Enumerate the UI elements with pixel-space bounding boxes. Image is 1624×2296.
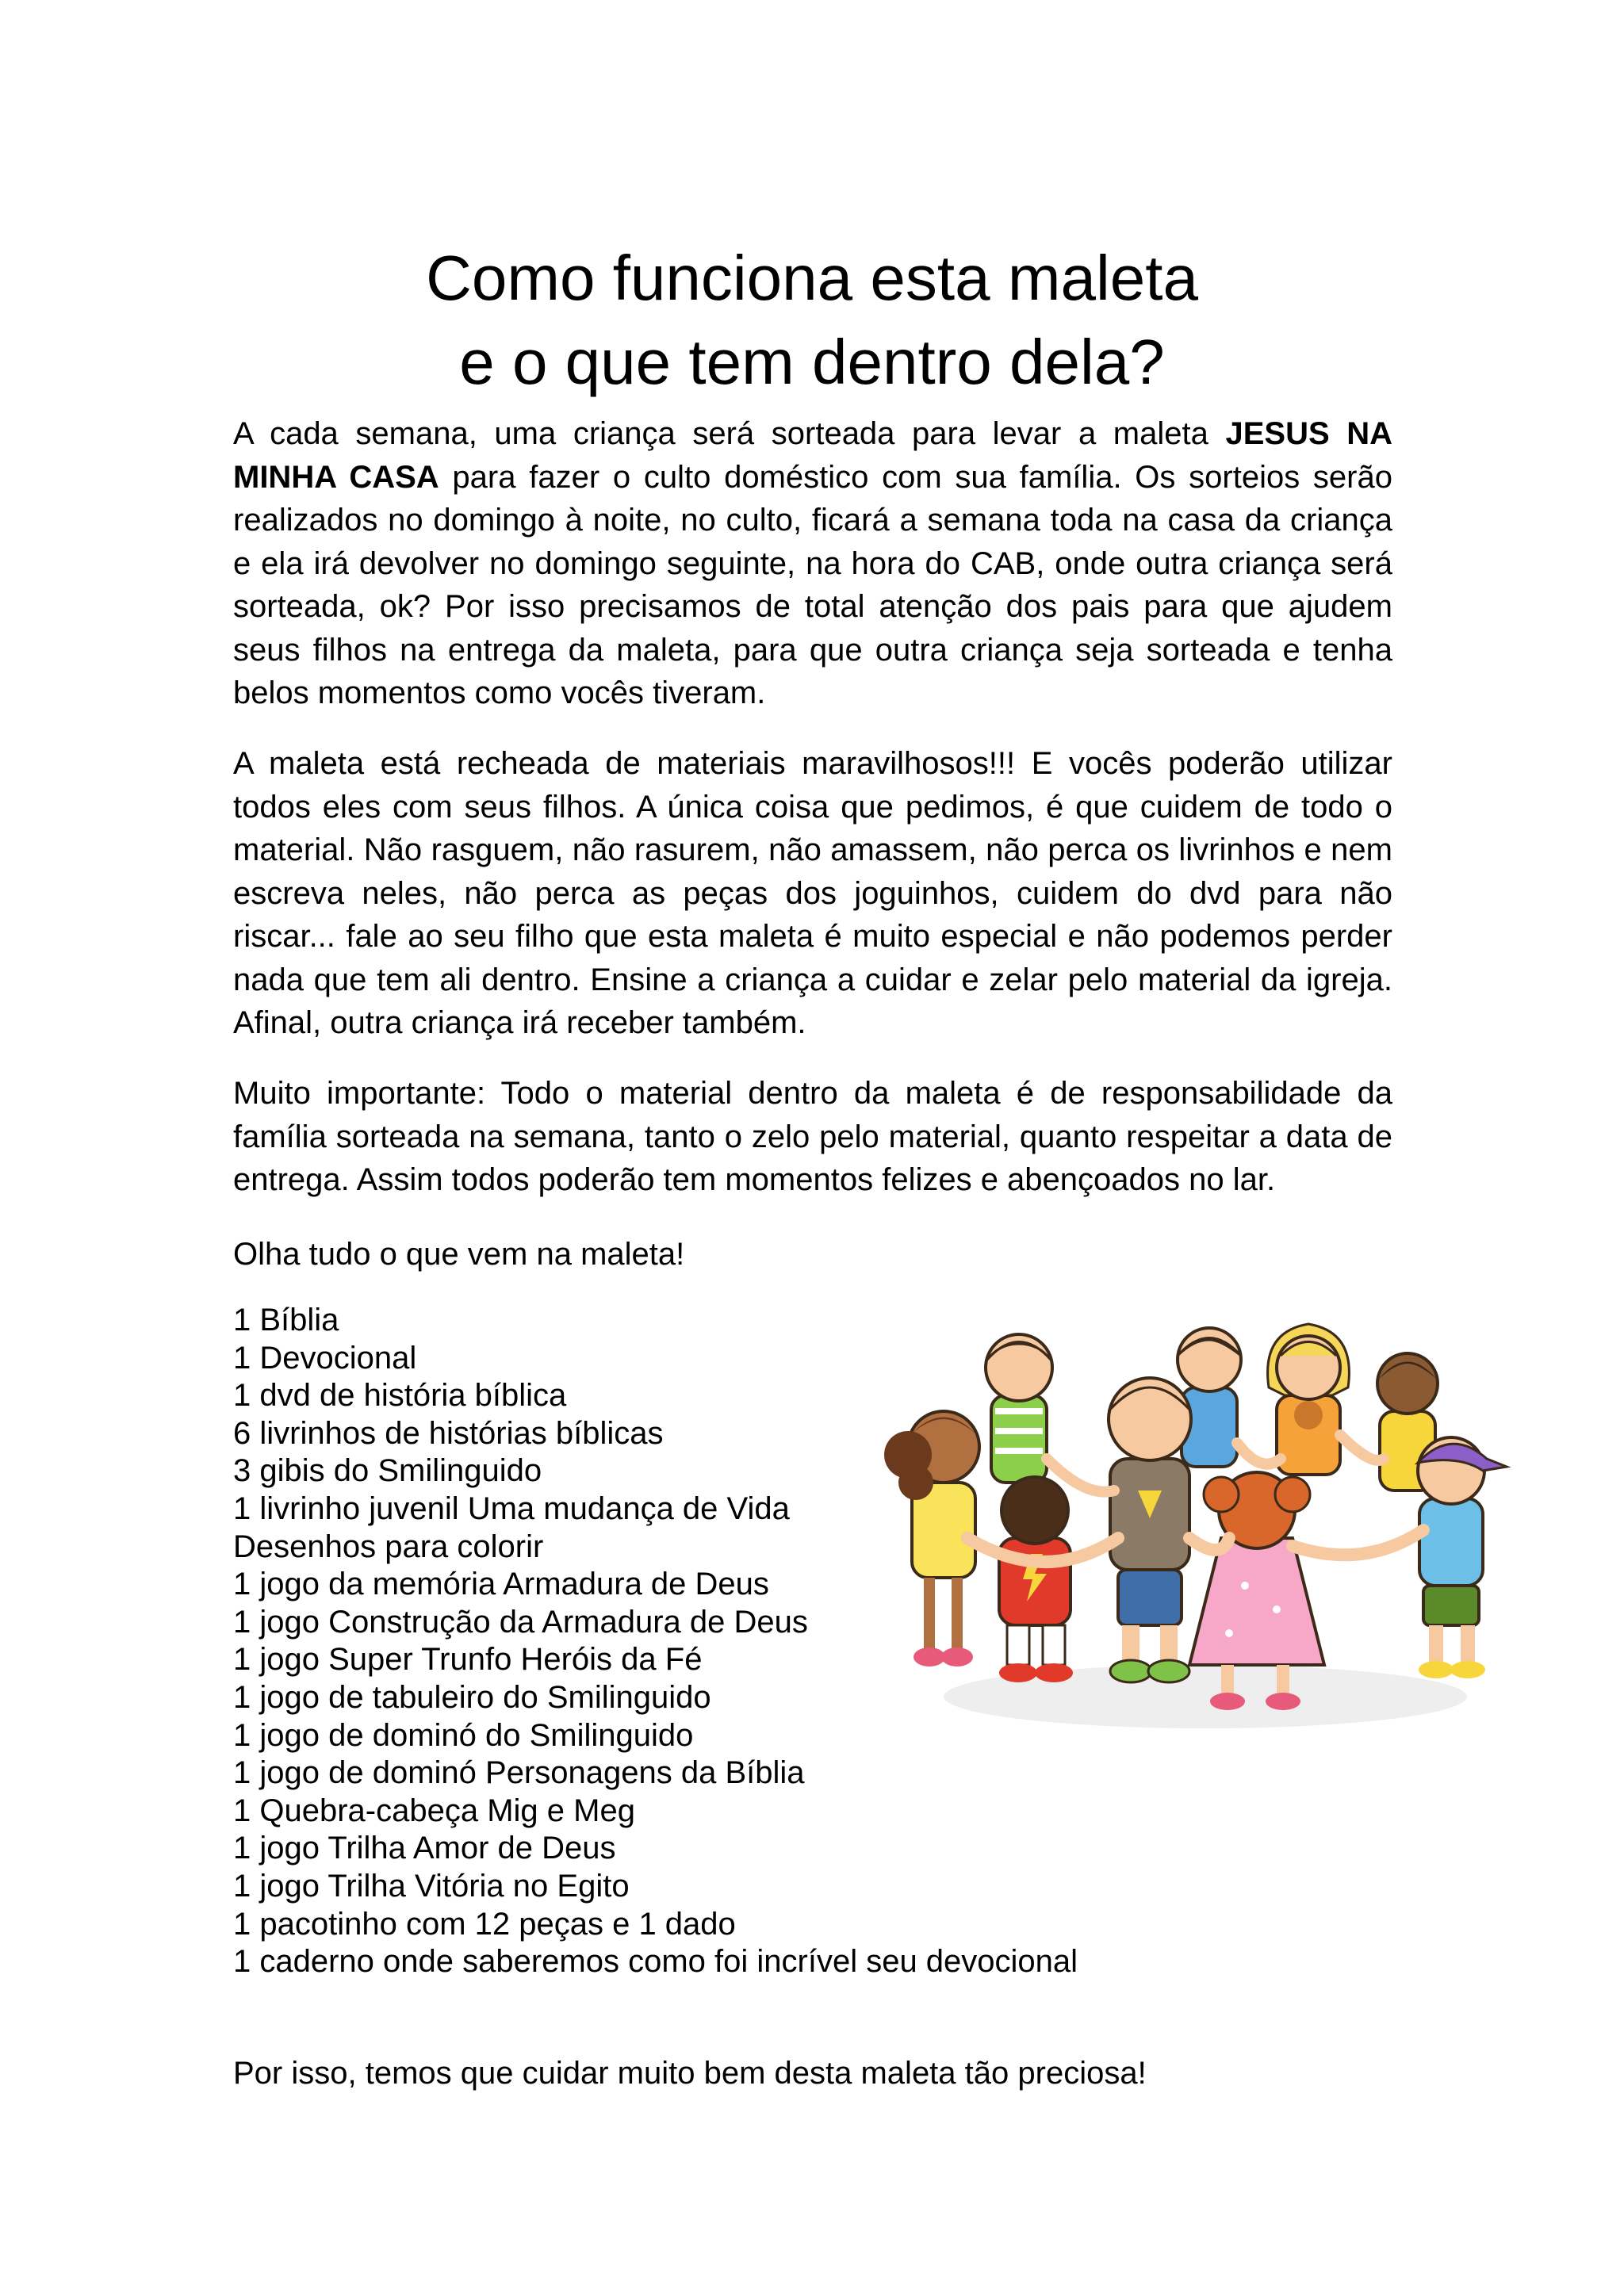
child-front-left-boy	[999, 1477, 1073, 1682]
list-item: 1 dvd de história bíblica	[233, 1378, 567, 1414]
paragraph-intro	[233, 412, 1392, 715]
paragraph-care: A maleta está recheada de materiais maravilhosos!!! E vocês poderão utilizar todos eles com seus filhos. A única coisa que pedimos, é que cuidem de todo o material. Não rasguem, não rasurem, não amassem, não perca os livrinhos e nem escreva neles, não perca as peças dos joguinhos, cuidem do dvd para não riscar... fale ao seu filho que esta maleta é muito especial e não podemos perder nada que tem ali dentro. Ensine a criança a cuidar e zelar pelo material da igreja. Afinal, outra criança irá receber também.	[233, 746, 1392, 1040]
page-title	[0, 236, 1624, 404]
list-item: 1 jogo Construção da Armadura de Deus	[233, 1604, 808, 1640]
child-back-center	[1178, 1328, 1241, 1467]
list-item: 1 jogo de tabuleiro do Smilinguido	[233, 1679, 711, 1715]
list-item: 3 gibis do Smilinguido	[233, 1453, 542, 1489]
paragraph-intro-end: para fazer o culto doméstico com sua família. Os sorteios serão realizados no domingo à noite, no culto, ficará a semana toda na casa da criança e ela irá devolver no domingo seguinte, na hora do CAB, onde outra criança será sorteada, ok? Por isso precisamos de total atenção dos pais para que ajudem seus filhos na entrega da maleta, para que outra criança seja sorteada e tenha belos momentos como vocês tiveram.	[233, 459, 1392, 710]
paragraph-intro-start: A cada semana, uma criança será sorteada para levar a maleta	[233, 416, 1226, 451]
list-intro: Olha tudo o que vem na maleta!	[233, 1237, 685, 1272]
list-item: 1 jogo de dominó Personagens da Bíblia	[233, 1755, 805, 1791]
campaign-name: JESUS NA MINHA CASA	[233, 416, 1393, 495]
closing-sentence: Por isso, temos que cuidar muito bem desta maleta tão preciosa!	[233, 2056, 1147, 2091]
title-line-2: e o que tem dentro dela?	[459, 326, 1165, 397]
list-item: 1 Quebra-cabeça Mig e Meg	[233, 1793, 635, 1828]
list-item: Desenhos para colorir	[233, 1529, 544, 1564]
list-item: 1 Devocional	[233, 1340, 417, 1376]
list-item: 1 jogo de dominó do Smilinguido	[233, 1717, 694, 1753]
list-item: 1 jogo da memória Armadura de Deus	[233, 1567, 769, 1602]
list-item: 1 caderno onde saberemos como foi incrível seu devocional	[233, 1944, 1078, 1980]
list-item: 1 Bíblia	[233, 1303, 339, 1337]
child-center-boy	[1109, 1378, 1191, 1682]
list-item: 6 livrinhos de histórias bíblicas	[233, 1415, 664, 1451]
list-item: 1 jogo Trilha Amor de Deus	[233, 1831, 616, 1866]
title-line-1: Como funciona esta maleta	[426, 242, 1198, 313]
list-item: 1 jogo Super Trunfo Heróis da Fé	[233, 1642, 703, 1678]
children-circle-illustration-icon	[848, 1300, 1530, 1760]
list-item: 1 pacotinho com 12 peças e 1 dado	[233, 1906, 736, 1942]
paragraph-responsibility: Muito importante: Todo o material dentro da maleta é de responsabilidade da família sorteada na semana, tanto o zelo pelo material, quanto respeitar a data de entrega. Assim todos poderão tem momentos felizes e abençoados no lar.	[233, 1076, 1392, 1197]
child-back-right-blonde	[1268, 1324, 1350, 1475]
list-item: 1 jogo Trilha Vitória no Egito	[233, 1868, 630, 1904]
list-item: 1 livrinho juvenil Uma mudança de Vida	[233, 1490, 790, 1526]
child-right-cap-boy	[1418, 1437, 1507, 1678]
